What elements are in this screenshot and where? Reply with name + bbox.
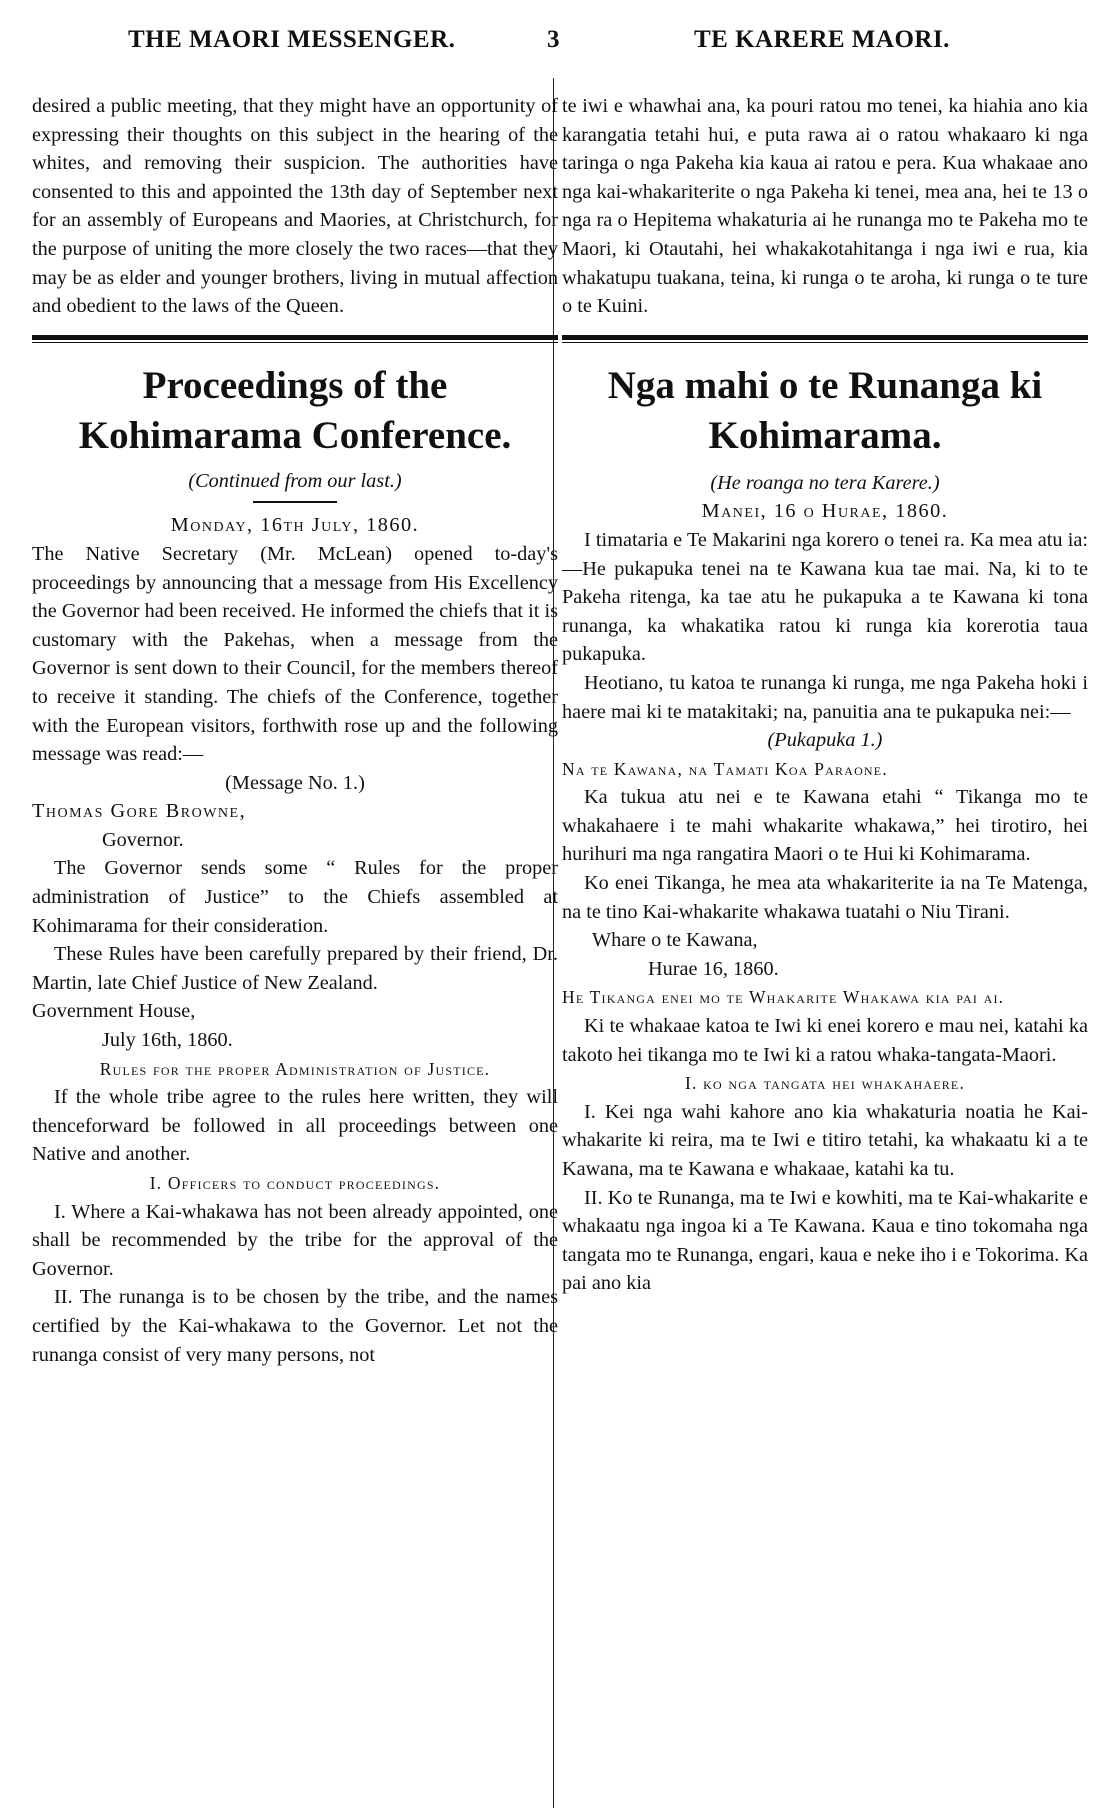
rule-item: II. The runanga is to be chosen by the tribe, and the names certified by the Kai-whakawa to the Governor. Let not the runanga consist of very many persons, not: [32, 1286, 558, 1366]
sender-line: Na te Kawana, na Tamati Koa Paraone.: [562, 758, 888, 779]
intro-paragraph: te iwi e whawhai ana, ka pouri ratou mo tenei, ka hiahia ano kia karangatia tetahi hui, e puta rawa ai o ratou whakaaro ki nga taringa o nga Pakeha kia kaua ai ratou e pera. Kua whakaae ano nga kai-whakariterite o nga Pakeha ki tenei, mea ana, hei te 13 o nga ra o Hepitema whakaturia ai he runanga mo te Pakeha mo te Maori, ki Otautahi, hei whakakotahitanga i nga iwi e rua, kia whakatupu tuakana, teina, ki runga o te aroha, ki runga o te ture o te Kuini.: [562, 95, 1088, 318]
short-divider: [253, 501, 337, 503]
place-date: Hurae 16, 1860.: [648, 957, 779, 980]
paragraph: Heotiano, tu katoa te runanga ki runga, me nga Pakeha hoki i haere mai ki te matakitaki; na, panuitia ana te pukapuka nei:—: [562, 671, 1088, 723]
intro-paragraph: desired a public meeting, that they might have an opportunity of expressing their thoughts on this subject in the hearing of the whites, and removing their suspicion. The authorities have consented to this and appointed the 13th day of September next for an assembly of Europeans and Maories, at Christchurch, for the purpose of uniting the more closely the two races—that they may be as elder and younger brothers, living in mutual affection and obedient to the laws of the Queen.: [32, 95, 558, 318]
article-title: Proceedings of the Kohimarama Conference.: [78, 363, 512, 457]
paragraph: I timataria e Te Makarini nga korero o tenei ra. Ka mea atu ia:—He pukapuka tenei na te Kawana kua tae mai. Na, ki to te Pakeha ritenga, ka tae atu he pukapuka a te Kawana ki tona runanga, ka whakatika ratou ki runga kia korerotia taua pukapuka.: [562, 528, 1088, 666]
maori-column: [562, 92, 1088, 1298]
paragraph: Ka tukua atu nei e te Kawana etahi “ Tikanga mo te whakahaere i te mahi whakarite whakawa,” hei tirotiro, hei hurihuri ma nga rangatira Maori o te Hui ki Kohimarama.: [562, 786, 1088, 866]
section-rule: [562, 335, 1088, 343]
date-line: Monday, 16th July, 1860.: [170, 514, 420, 537]
paragraph: Ko enei Tikanga, he mea ata whakariterite ia na Te Matenga, na te tino Kai-whakarite whakawa tuatahi o Niu Tirani.: [562, 872, 1088, 923]
date-line: Manei, 16 o Hurae, 1860.: [701, 500, 949, 523]
message-label: (Pukapuka 1.): [767, 729, 883, 752]
place-date: July 16th, 1860.: [102, 1029, 233, 1052]
page-header: [0, 26, 1114, 60]
paragraph: These Rules have been carefully prepared by their friend, Dr. Martin, late Chief Justice of New Zealand.: [32, 943, 558, 994]
paragraph: The Native Secretary (Mr. McLean) opened to-day's proceedings by announcing that a message from His Excellency the Governor had been received. He informed the chiefs that it is customary with the Pakehas, when a message from the Governor is sent down to their Council, for the members thereof to receive it standing. The chiefs of the Conference, together with the European visitors, forthwith rose up and the following message was read:—: [32, 542, 558, 766]
place-line: Whare o te Kawana,: [592, 929, 758, 952]
rule-item: I. Where a Kai-whakawa has not been already appointed, one shall be recommended by the tribe for the approval of the Governor.: [32, 1200, 558, 1280]
masthead-english: THE MAORI MESSENGER.: [128, 26, 456, 53]
rule-item: II. Ko te Runanga, ma te Iwi e kowhiti, ma te Kai-whakarite e whakaatu nga ingoa ki a Te Kawana. Kaua e tino tokomaha nga tangata mo te Runanga, engari, kaua e neke iho i e Tokorima. Ka pai ano kia: [562, 1186, 1088, 1295]
page-number: 3: [547, 26, 560, 53]
message-label: (Message No. 1.): [225, 771, 365, 794]
masthead-maori: TE KARERE MAORI.: [694, 26, 950, 53]
rules-heading: He Tikanga enei mo te Whakarite Whakawa kia pai ai.: [562, 987, 1005, 1008]
sender-name: Thomas Gore Browne,: [32, 800, 247, 823]
section-heading: I. ko nga tangata hei whakahaere.: [684, 1073, 966, 1094]
section-rule: [32, 335, 558, 343]
english-column: [32, 92, 558, 1369]
paragraph: Ki te whakaae katoa te Iwi ki enei korero e mau nei, katahi ka takoto hei tikanga mo te Iwi ki a ratou whaka-tangata-Maori.: [562, 1015, 1088, 1066]
continued-note: (Continued from our last.): [188, 469, 402, 492]
rule-item: I. Kei nga wahi kahore ano kia whakaturia noatia he Kai-whakarite ki reira, ma te Iwi e titiro tetahi, ka whakaatu ki a te Kawana, ma te Kawana e whakaae, katahi ka tu.: [562, 1100, 1088, 1180]
paragraph: The Governor sends some “ Rules for the proper administration of Justice” to the Chiefs assembled at Kohimarama for their consideration.: [32, 857, 558, 937]
section-heading: I. Officers to conduct proceedings.: [149, 1173, 441, 1193]
continued-note: (He roanga no tera Karere.): [710, 471, 940, 494]
article-title: Nga mahi o te Runanga ki Kohimarama.: [607, 363, 1043, 457]
paragraph: If the whole tribe agree to the rules here written, they will thenceforward be followed in all proceedings between one Native and another.: [32, 1086, 558, 1166]
sender-title: Governor.: [102, 828, 184, 851]
rules-heading: Rules for the proper Administration of Justice.: [99, 1058, 491, 1079]
place-line: Government House,: [32, 1000, 196, 1023]
